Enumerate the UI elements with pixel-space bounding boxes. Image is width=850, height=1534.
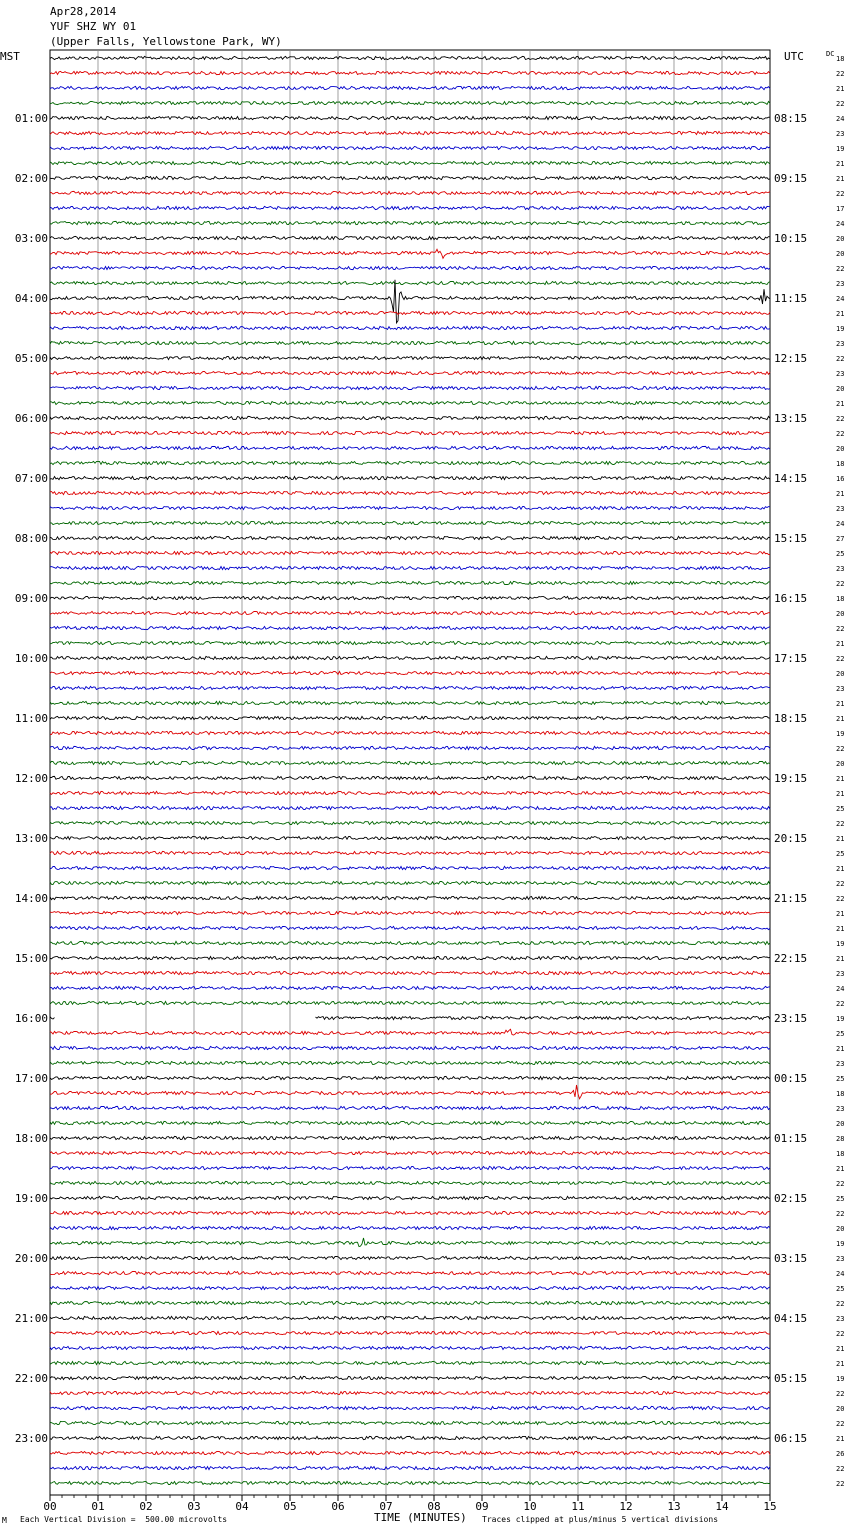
dc-offset-label: 22 bbox=[836, 265, 845, 273]
dc-offset-label: 20 bbox=[836, 670, 845, 678]
dc-offset-label: 22 bbox=[836, 190, 845, 198]
hour-label-mst: 03:00 bbox=[14, 232, 48, 245]
trace-row-2 bbox=[50, 86, 770, 89]
dc-offset-label: 22 bbox=[836, 580, 845, 588]
trace-row-84 bbox=[50, 1316, 770, 1319]
dc-offset-label: 18 bbox=[836, 595, 845, 603]
clip-note: Traces clipped at plus/minus 5 vertical divisions bbox=[482, 1515, 719, 1524]
minute-gridlines bbox=[50, 50, 770, 1495]
dc-offset-label: 25 bbox=[836, 1075, 845, 1083]
trace-row-48 bbox=[50, 776, 770, 779]
hour-label-utc: 21:15 bbox=[774, 892, 808, 905]
trace-row-22 bbox=[50, 386, 770, 389]
hour-label-mst: 14:00 bbox=[14, 892, 48, 905]
trace-row-25 bbox=[50, 431, 770, 434]
dc-offset-label: 22 bbox=[836, 880, 845, 888]
trace-row-93 bbox=[50, 1451, 770, 1454]
trace-row-0 bbox=[50, 56, 770, 59]
trace-row-30 bbox=[50, 506, 770, 509]
dc-offset-label: 19 bbox=[836, 1240, 845, 1248]
trace-row-62 bbox=[50, 986, 770, 989]
trace-row-46 bbox=[50, 746, 770, 749]
dc-offset-label: 22 bbox=[836, 1180, 845, 1188]
hour-label-mst: 22:00 bbox=[14, 1372, 48, 1385]
trace-row-20 bbox=[50, 356, 770, 359]
hour-label-mst: 12:00 bbox=[14, 772, 48, 785]
dc-offset-label: 19 bbox=[836, 940, 845, 948]
hour-label-mst: 11:00 bbox=[14, 712, 48, 725]
hour-label-mst: 21:00 bbox=[14, 1312, 48, 1325]
dc-offset-label: 24 bbox=[836, 1270, 845, 1278]
trace-row-47 bbox=[50, 761, 770, 764]
dc-offset-label: 21 bbox=[836, 790, 845, 798]
hour-label-utc: 01:15 bbox=[774, 1132, 808, 1145]
trace-row-61 bbox=[50, 971, 770, 974]
x-tick-label: 04 bbox=[235, 1500, 249, 1513]
dc-offset-label: 22 bbox=[836, 1210, 845, 1218]
dc-offset-label: 20 bbox=[836, 1405, 845, 1413]
trace-row-1 bbox=[50, 71, 770, 74]
mst-label: MST bbox=[0, 50, 20, 63]
trace-row-33 bbox=[50, 551, 770, 554]
hour-label-utc: 02:15 bbox=[774, 1192, 808, 1205]
dc-offset-label: 21 bbox=[836, 925, 845, 933]
dc-offset-label: 20 bbox=[836, 385, 845, 393]
hour-label-mst: 01:00 bbox=[14, 112, 48, 125]
dc-offset-label: 21 bbox=[836, 1045, 845, 1053]
dc-offset-label: 22 bbox=[836, 1420, 845, 1428]
trace-row-53 bbox=[50, 851, 770, 854]
x-tick-label: 14 bbox=[715, 1500, 729, 1513]
hour-label-mst: 05:00 bbox=[14, 352, 48, 365]
trace-row-73 bbox=[50, 1151, 770, 1154]
dc-offset-label: 23 bbox=[836, 1315, 845, 1323]
trace-row-9 bbox=[50, 191, 770, 194]
utc-label: UTC bbox=[784, 50, 804, 63]
dc-offset-label: 21 bbox=[836, 175, 845, 183]
dc-offset-label: 22 bbox=[836, 745, 845, 753]
footer-left-mark: M bbox=[2, 1516, 7, 1525]
dc-offset-label: 23 bbox=[836, 970, 845, 978]
dc-offset-label: 23 bbox=[836, 685, 845, 693]
dc-offset-label: 21 bbox=[836, 1435, 845, 1443]
header-location: (Upper Falls, Yellowstone Park, WY) bbox=[50, 35, 282, 48]
trace-row-7 bbox=[50, 161, 770, 164]
x-tick-label: 01 bbox=[91, 1500, 105, 1513]
trace-row-21 bbox=[50, 371, 770, 374]
dc-offset-label: 23 bbox=[836, 565, 845, 573]
x-axis-title: TIME (MINUTES) bbox=[374, 1511, 467, 1524]
x-tick-label: 09 bbox=[475, 1500, 489, 1513]
dc-offset-label: 20 bbox=[836, 1225, 845, 1233]
dc-offset-label: 19 bbox=[836, 325, 845, 333]
hour-label-mst: 08:00 bbox=[14, 532, 48, 545]
trace-row-12 bbox=[50, 236, 770, 239]
trace-row-75 bbox=[50, 1181, 770, 1184]
trace-row-26 bbox=[50, 446, 770, 449]
trace-row-13 bbox=[50, 249, 770, 258]
dc-offset-label: 23 bbox=[836, 1105, 845, 1113]
x-tick-label: 15 bbox=[763, 1500, 777, 1513]
header-date: Apr28,2014 bbox=[50, 5, 117, 18]
dc-offset-label: 23 bbox=[836, 505, 845, 513]
hour-label-utc: 10:15 bbox=[774, 232, 808, 245]
hour-label-mst: 23:00 bbox=[14, 1432, 48, 1445]
dc-offset-label: 21 bbox=[836, 160, 845, 168]
trace-row-94 bbox=[50, 1466, 770, 1469]
dc-offset-label: 25 bbox=[836, 1195, 845, 1203]
trace-row-37 bbox=[50, 611, 770, 614]
x-tick-label: 03 bbox=[187, 1500, 201, 1513]
trace-row-81 bbox=[50, 1271, 770, 1274]
hour-label-mst: 18:00 bbox=[14, 1132, 48, 1145]
trace-row-76 bbox=[50, 1196, 770, 1199]
trace-row-10 bbox=[50, 206, 770, 209]
trace-row-16 bbox=[50, 280, 770, 323]
trace-row-79 bbox=[50, 1238, 770, 1247]
trace-row-50 bbox=[50, 806, 770, 809]
trace-row-4 bbox=[50, 116, 770, 119]
dc-offset-label: 20 bbox=[836, 1120, 845, 1128]
x-tick-label: 07 bbox=[379, 1500, 393, 1513]
trace-row-29 bbox=[50, 491, 770, 494]
hour-label-utc: 12:15 bbox=[774, 352, 808, 365]
dc-offset-label: 25 bbox=[836, 805, 845, 813]
trace-row-67 bbox=[50, 1061, 770, 1064]
x-tick-label: 12 bbox=[619, 1500, 633, 1513]
dc-offset-label: 25 bbox=[836, 850, 845, 858]
dc-offset-label: 26 bbox=[836, 1450, 845, 1458]
trace-row-57 bbox=[50, 911, 770, 914]
dc-offset-label: 21 bbox=[836, 1165, 845, 1173]
dc-offset-label: 24 bbox=[836, 220, 845, 228]
hour-label-utc: 00:15 bbox=[774, 1072, 808, 1085]
dc-offset-label: 27 bbox=[836, 535, 845, 543]
trace-row-15 bbox=[50, 281, 770, 284]
dc-offset-label: 21 bbox=[836, 85, 845, 93]
dc-offset-label: 18 bbox=[836, 1090, 845, 1098]
hour-label-utc: 05:15 bbox=[774, 1372, 808, 1385]
trace-row-40 bbox=[50, 656, 770, 659]
hour-label-mst: 17:00 bbox=[14, 1072, 48, 1085]
dc-offset-label: 22 bbox=[836, 1300, 845, 1308]
trace-row-24 bbox=[50, 416, 770, 419]
dc-offset-label: 21 bbox=[836, 640, 845, 648]
dc-offset-label: 16 bbox=[836, 475, 845, 483]
dc-offset-label: 24 bbox=[836, 295, 845, 303]
trace-row-59 bbox=[50, 941, 770, 944]
hour-label-utc: 18:15 bbox=[774, 712, 808, 725]
dc-offset-label: 21 bbox=[836, 1345, 845, 1353]
trace-row-65 bbox=[50, 1029, 770, 1035]
trace-row-95 bbox=[50, 1481, 770, 1484]
x-tick-label: 10 bbox=[523, 1500, 537, 1513]
dc-offset-label: 21 bbox=[836, 910, 845, 918]
dc-offset-label: 19 bbox=[836, 1375, 845, 1383]
hour-label-mst: 15:00 bbox=[14, 952, 48, 965]
dc-offset-label: 22 bbox=[836, 1390, 845, 1398]
dc-offset-label: 23 bbox=[836, 1255, 845, 1263]
hour-label-utc: 04:15 bbox=[774, 1312, 808, 1325]
trace-row-35 bbox=[50, 581, 770, 584]
dc-offset-label: 19 bbox=[836, 730, 845, 738]
trace-row-87 bbox=[50, 1361, 770, 1364]
dc-offset-label: 22 bbox=[836, 1465, 845, 1473]
trace-row-5 bbox=[50, 131, 770, 134]
dc-label: DC bbox=[826, 50, 835, 58]
hour-label-mst: 06:00 bbox=[14, 412, 48, 425]
trace-row-54 bbox=[50, 866, 770, 869]
trace-row-80 bbox=[50, 1256, 770, 1259]
trace-row-52 bbox=[50, 836, 770, 839]
plot-frame bbox=[50, 50, 770, 1495]
dc-offset-label: 19 bbox=[836, 145, 845, 153]
dc-offset-label: 25 bbox=[836, 1030, 845, 1038]
dc-offset-label: 23 bbox=[836, 370, 845, 378]
hour-label-mst: 07:00 bbox=[14, 472, 48, 485]
trace-row-58 bbox=[50, 926, 770, 929]
hour-label-utc: 15:15 bbox=[774, 532, 808, 545]
dc-offset-label: 20 bbox=[836, 250, 845, 258]
x-tick-label: 05 bbox=[283, 1500, 297, 1513]
trace-row-19 bbox=[50, 341, 770, 344]
trace-row-11 bbox=[50, 221, 770, 224]
trace-row-60 bbox=[50, 956, 770, 959]
dc-offset-label: 22 bbox=[836, 1000, 845, 1008]
dc-offset-label: 22 bbox=[836, 1480, 845, 1488]
x-tick-label: 13 bbox=[667, 1500, 681, 1513]
trace-row-68 bbox=[50, 1076, 770, 1079]
trace-row-91 bbox=[50, 1421, 770, 1424]
hour-label-mst: 13:00 bbox=[14, 832, 48, 845]
dc-offset-label: 22 bbox=[836, 895, 845, 903]
x-tick-label: 06 bbox=[331, 1500, 345, 1513]
dc-offset-label: 17 bbox=[836, 205, 845, 213]
trace-row-18 bbox=[50, 326, 770, 329]
hour-label-utc: 17:15 bbox=[774, 652, 808, 665]
dc-offset-label: 21 bbox=[836, 310, 845, 318]
dc-offset-label: 23 bbox=[836, 280, 845, 288]
trace-row-28 bbox=[50, 476, 770, 479]
dc-offset-label: 18 bbox=[836, 55, 845, 63]
dc-offset-label: 21 bbox=[836, 715, 845, 723]
hour-label-utc: 19:15 bbox=[774, 772, 808, 785]
dc-offset-label: 25 bbox=[836, 1285, 845, 1293]
trace-row-71 bbox=[50, 1121, 770, 1124]
dc-offset-label: 21 bbox=[836, 775, 845, 783]
dc-offset-label: 18 bbox=[836, 460, 845, 468]
hour-label-utc: 16:15 bbox=[774, 592, 808, 605]
dc-offset-label: 22 bbox=[836, 430, 845, 438]
dc-offset-label: 25 bbox=[836, 550, 845, 558]
hour-label-utc: 08:15 bbox=[774, 112, 808, 125]
trace-row-83 bbox=[50, 1301, 770, 1304]
trace-row-89 bbox=[50, 1391, 770, 1394]
x-tick-label: 00 bbox=[43, 1500, 57, 1513]
trace-row-77 bbox=[50, 1211, 770, 1214]
hour-label-mst: 02:00 bbox=[14, 172, 48, 185]
trace-row-86 bbox=[50, 1346, 770, 1349]
hour-label-utc: 22:15 bbox=[774, 952, 808, 965]
dc-offset-label: 20 bbox=[836, 445, 845, 453]
dc-offset-label: 18 bbox=[836, 1150, 845, 1158]
trace-row-45 bbox=[50, 731, 770, 734]
dc-offset-label: 22 bbox=[836, 1330, 845, 1338]
dc-offset-label: 22 bbox=[836, 100, 845, 108]
dc-offset-label: 20 bbox=[836, 235, 845, 243]
x-tick-label: 02 bbox=[139, 1500, 153, 1513]
hour-label-utc: 20:15 bbox=[774, 832, 808, 845]
hour-label-mst: 04:00 bbox=[14, 292, 48, 305]
trace-row-23 bbox=[50, 401, 770, 404]
trace-row-49 bbox=[50, 791, 770, 794]
dc-offset-label: 21 bbox=[836, 490, 845, 498]
trace-row-51 bbox=[50, 821, 770, 824]
trace-row-56 bbox=[50, 896, 770, 899]
dc-offset-label: 22 bbox=[836, 625, 845, 633]
hour-label-mst: 20:00 bbox=[14, 1252, 48, 1265]
hour-label-utc: 03:15 bbox=[774, 1252, 808, 1265]
trace-row-43 bbox=[50, 701, 770, 704]
hour-label-mst: 19:00 bbox=[14, 1192, 48, 1205]
dc-offset-label: 22 bbox=[836, 820, 845, 828]
trace-row-42 bbox=[50, 686, 770, 689]
trace-row-17 bbox=[50, 311, 770, 314]
trace-row-8 bbox=[50, 176, 770, 179]
dc-offset-label: 20 bbox=[836, 760, 845, 768]
trace-row-6 bbox=[50, 146, 770, 149]
hour-label-mst: 09:00 bbox=[14, 592, 48, 605]
trace-row-74 bbox=[50, 1166, 770, 1169]
dc-offset-label: 21 bbox=[836, 1360, 845, 1368]
trace-row-41 bbox=[50, 671, 770, 674]
trace-row-88 bbox=[50, 1376, 770, 1379]
dc-offset-label: 24 bbox=[836, 520, 845, 528]
dc-offset-label: 22 bbox=[836, 415, 845, 423]
trace-row-70 bbox=[50, 1106, 770, 1109]
trace-row-85 bbox=[50, 1331, 770, 1334]
hour-label-utc: 06:15 bbox=[774, 1432, 808, 1445]
trace-row-14 bbox=[50, 266, 770, 269]
dc-offset-label: 22 bbox=[836, 355, 845, 363]
trace-row-27 bbox=[50, 461, 770, 464]
dc-offset-label: 21 bbox=[836, 835, 845, 843]
trace-row-90 bbox=[50, 1406, 770, 1409]
hour-label-mst: 10:00 bbox=[14, 652, 48, 665]
trace-row-39 bbox=[50, 641, 770, 644]
trace-row-32 bbox=[50, 536, 770, 539]
dc-offset-label: 24 bbox=[836, 115, 845, 123]
trace-row-92 bbox=[50, 1436, 770, 1439]
dc-offset-label: 24 bbox=[836, 985, 845, 993]
header-station: YUF SHZ WY 01 bbox=[50, 20, 137, 33]
dc-offset-label: 23 bbox=[836, 340, 845, 348]
dc-offset-label: 21 bbox=[836, 865, 845, 873]
trace-row-36 bbox=[50, 596, 770, 599]
trace-row-3 bbox=[50, 101, 770, 104]
dc-offset-label: 21 bbox=[836, 700, 845, 708]
trace-row-82 bbox=[50, 1286, 770, 1289]
dc-offset-label: 22 bbox=[836, 70, 845, 78]
seismic-traces bbox=[50, 56, 770, 1484]
dc-offset-label: 19 bbox=[836, 1015, 845, 1023]
x-tick-label: 11 bbox=[571, 1500, 585, 1513]
x-tick-label: 08 bbox=[427, 1500, 441, 1513]
hour-label-utc: 09:15 bbox=[774, 172, 808, 185]
dc-offset-label: 23 bbox=[836, 1060, 845, 1068]
scale-note: Each Vertical Division = 500.00 microvolts bbox=[20, 1515, 228, 1524]
dc-offset-label: 28 bbox=[836, 1135, 845, 1143]
hour-label-mst: 16:00 bbox=[14, 1012, 48, 1025]
trace-row-63 bbox=[50, 1001, 770, 1004]
dc-offset-label: 23 bbox=[836, 130, 845, 138]
dc-offset-label: 21 bbox=[836, 955, 845, 963]
trace-row-38 bbox=[50, 626, 770, 629]
trace-row-72 bbox=[50, 1136, 770, 1139]
trace-row-55 bbox=[50, 881, 770, 884]
hour-label-utc: 11:15 bbox=[774, 292, 808, 305]
hour-label-utc: 14:15 bbox=[774, 472, 808, 485]
trace-row-78 bbox=[50, 1226, 770, 1229]
trace-row-69 bbox=[50, 1085, 770, 1099]
hour-label-utc: 23:15 bbox=[774, 1012, 808, 1025]
trace-row-31 bbox=[50, 521, 770, 524]
hour-label-utc: 13:15 bbox=[774, 412, 808, 425]
dc-offset-label: 22 bbox=[836, 655, 845, 663]
trace-row-34 bbox=[50, 566, 770, 569]
trace-row-66 bbox=[50, 1046, 770, 1049]
dc-offset-label: 20 bbox=[836, 610, 845, 618]
dc-offset-label: 21 bbox=[836, 400, 845, 408]
trace-row-64 bbox=[50, 1016, 770, 1019]
trace-row-44 bbox=[50, 716, 770, 719]
